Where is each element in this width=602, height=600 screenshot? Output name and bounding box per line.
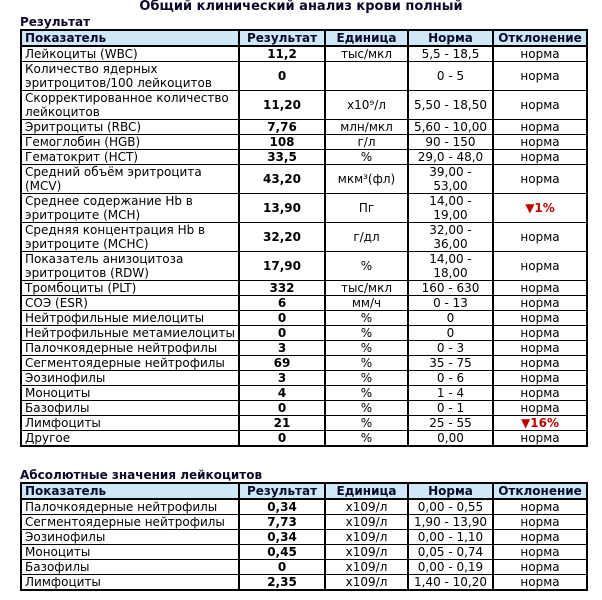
column-header-norm: Норма bbox=[408, 483, 493, 499]
cell-norm: 0 - 1 bbox=[408, 401, 493, 416]
cell-norm: 14,00 - 18,00 bbox=[408, 252, 493, 281]
cell-unit: % bbox=[325, 150, 408, 165]
cell-result: 332 bbox=[239, 281, 325, 296]
cell-norm: 32,00 - 36,00 bbox=[408, 223, 493, 252]
cell-name: Моноциты bbox=[21, 545, 239, 560]
cell-unit: х109/л bbox=[325, 560, 408, 575]
cell-norm: 5,50 - 18,50 bbox=[408, 91, 493, 120]
table-row bbox=[21, 296, 587, 311]
cell-result: 0 bbox=[239, 62, 325, 91]
cell-norm: 35 - 75 bbox=[408, 356, 493, 371]
cell-deviation: норма bbox=[493, 120, 587, 135]
column-header-deviation: Отклонение bbox=[493, 30, 587, 46]
cell-unit: % bbox=[325, 326, 408, 341]
cell-deviation: норма bbox=[493, 62, 587, 91]
cell-result: 32,20 bbox=[239, 223, 325, 252]
absolute-table-header bbox=[21, 483, 587, 499]
table-row bbox=[21, 341, 587, 356]
cell-deviation: норма bbox=[493, 311, 587, 326]
page-title: Общий клинический анализ крови полный bbox=[139, 0, 463, 14]
table-row bbox=[21, 356, 587, 371]
cell-deviation: норма bbox=[493, 281, 587, 296]
cell-unit: мкм³(фл) bbox=[325, 165, 408, 194]
cell-name: Палочкоядерные нейтрофилы bbox=[21, 499, 239, 515]
cell-deviation: норма bbox=[493, 545, 587, 560]
cell-name: Тромбоциты (PLT) bbox=[21, 281, 239, 296]
column-header-deviation: Отклонение bbox=[493, 483, 587, 499]
column-header-result: Результат bbox=[239, 483, 325, 499]
header-row bbox=[21, 483, 587, 499]
cell-result: 0 bbox=[239, 326, 325, 341]
cell-deviation: норма bbox=[493, 575, 587, 591]
cell-result: 0 bbox=[239, 560, 325, 575]
cell-name: Сегментоядерные нейтрофилы bbox=[21, 356, 239, 371]
column-header-result: Результат bbox=[239, 30, 325, 46]
cell-deviation: норма bbox=[493, 296, 587, 311]
cell-name: Эозинофилы bbox=[21, 530, 239, 545]
cell-deviation: ▼1% bbox=[493, 194, 587, 223]
cell-result: 0 bbox=[239, 311, 325, 326]
cell-deviation: норма bbox=[493, 252, 587, 281]
cell-name: Гематокрит (HCT) bbox=[21, 150, 239, 165]
cell-name: Моноциты bbox=[21, 386, 239, 401]
column-header-norm: Норма bbox=[408, 30, 493, 46]
cell-result: 17,90 bbox=[239, 252, 325, 281]
cell-name: Другое bbox=[21, 431, 239, 447]
cell-unit: % bbox=[325, 386, 408, 401]
cell-deviation: норма bbox=[493, 560, 587, 575]
cell-result: 0,34 bbox=[239, 530, 325, 545]
cell-deviation: норма bbox=[493, 371, 587, 386]
cell-norm: 0 bbox=[408, 311, 493, 326]
cell-name: Базофилы bbox=[21, 401, 239, 416]
cell-name: Средняя концентрация Hb в эритроците (MCHC) bbox=[21, 223, 239, 252]
table-row bbox=[21, 311, 587, 326]
cell-unit: мм/ч bbox=[325, 296, 408, 311]
table-row bbox=[21, 416, 587, 431]
cell-norm: 5,60 - 10,00 bbox=[408, 120, 493, 135]
cell-deviation: норма bbox=[493, 91, 587, 120]
cell-deviation: норма bbox=[493, 386, 587, 401]
cell-norm: 0,05 - 0,74 bbox=[408, 545, 493, 560]
cell-unit bbox=[325, 62, 408, 91]
cell-name: Лимфоциты bbox=[21, 416, 239, 431]
table-row bbox=[21, 560, 587, 575]
cell-deviation: норма bbox=[493, 356, 587, 371]
cell-norm: 1,90 - 13,90 bbox=[408, 515, 493, 530]
cell-norm: 39,00 - 53,00 bbox=[408, 165, 493, 194]
cell-result: 4 bbox=[239, 386, 325, 401]
cell-result: 2,35 bbox=[239, 575, 325, 591]
cell-deviation: норма bbox=[493, 150, 587, 165]
cell-result: 6 bbox=[239, 296, 325, 311]
cell-unit: х109/л bbox=[325, 545, 408, 560]
table-row bbox=[21, 150, 587, 165]
cell-name: Лейкоциты (WBC) bbox=[21, 46, 239, 62]
table-row bbox=[21, 431, 587, 447]
section-label-absolute-leukocytes: Абсолютные значения лейкоцитов bbox=[20, 468, 263, 482]
cell-deviation: норма bbox=[493, 401, 587, 416]
cell-norm: 1 - 4 bbox=[408, 386, 493, 401]
cell-unit: % bbox=[325, 341, 408, 356]
cell-deviation: норма bbox=[493, 341, 587, 356]
table-row bbox=[21, 165, 587, 194]
cell-unit: тыс/мкл bbox=[325, 281, 408, 296]
cell-result: 3 bbox=[239, 371, 325, 386]
cell-result: 0,45 bbox=[239, 545, 325, 560]
cell-unit: г/л bbox=[325, 135, 408, 150]
table-row bbox=[21, 575, 587, 591]
cell-norm: 0 - 3 bbox=[408, 341, 493, 356]
cell-deviation: норма bbox=[493, 326, 587, 341]
cell-result: 0 bbox=[239, 431, 325, 447]
table-row bbox=[21, 91, 587, 120]
cell-result: 11,2 bbox=[239, 46, 325, 62]
cell-unit: Пг bbox=[325, 194, 408, 223]
cell-unit: % bbox=[325, 371, 408, 386]
cell-result: 33,5 bbox=[239, 150, 325, 165]
cell-norm: 0,00 - 1,10 bbox=[408, 530, 493, 545]
cell-norm: 160 - 630 bbox=[408, 281, 493, 296]
cell-unit: % bbox=[325, 431, 408, 447]
cell-result: 0 bbox=[239, 401, 325, 416]
cell-result: 43,20 bbox=[239, 165, 325, 194]
cell-deviation: норма bbox=[493, 46, 587, 62]
cell-deviation: ▼16% bbox=[493, 416, 587, 431]
cell-unit: млн/мкл bbox=[325, 120, 408, 135]
cell-name: Сегментоядерные нейтрофилы bbox=[21, 515, 239, 530]
table-row bbox=[21, 223, 587, 252]
column-header-unit: Единица bbox=[325, 30, 408, 46]
cell-name: Лимфоциты bbox=[21, 575, 239, 591]
table-row bbox=[21, 326, 587, 341]
cell-unit: г/дл bbox=[325, 223, 408, 252]
cell-name: Показатель анизоцитоза эритроцитов (RDW) bbox=[21, 252, 239, 281]
results-table bbox=[20, 29, 588, 447]
header-row bbox=[21, 30, 587, 46]
cell-deviation: норма bbox=[493, 135, 587, 150]
cell-name: Нейтрофильные миелоциты bbox=[21, 311, 239, 326]
cell-result: 69 bbox=[239, 356, 325, 371]
cell-deviation: норма bbox=[493, 431, 587, 447]
table-row bbox=[21, 252, 587, 281]
cell-unit: х109/л bbox=[325, 530, 408, 545]
cell-result: 7,76 bbox=[239, 120, 325, 135]
cell-result: 21 bbox=[239, 416, 325, 431]
table-row bbox=[21, 386, 587, 401]
cell-norm: 0,00 - 0,19 bbox=[408, 560, 493, 575]
table-row bbox=[21, 530, 587, 545]
table-row bbox=[21, 401, 587, 416]
cell-norm: 1,40 - 10,20 bbox=[408, 575, 493, 591]
cell-unit: % bbox=[325, 416, 408, 431]
table-row bbox=[21, 120, 587, 135]
cell-result: 108 bbox=[239, 135, 325, 150]
absolute-table-body bbox=[21, 499, 587, 590]
table-row bbox=[21, 194, 587, 223]
table-row bbox=[21, 46, 587, 62]
cell-unit: х109/л bbox=[325, 575, 408, 591]
cell-name: Нейтрофильные метамиелоциты bbox=[21, 326, 239, 341]
cell-name: Эритроциты (RBC) bbox=[21, 120, 239, 135]
cell-norm: 0 - 6 bbox=[408, 371, 493, 386]
cell-norm: 0 bbox=[408, 326, 493, 341]
absolute-leukocytes-table bbox=[20, 482, 588, 591]
cell-unit: % bbox=[325, 252, 408, 281]
cell-unit: х10⁹/л bbox=[325, 91, 408, 120]
table-row bbox=[21, 371, 587, 386]
cell-unit: х109/л bbox=[325, 499, 408, 515]
cell-deviation: норма bbox=[493, 223, 587, 252]
results-table-body bbox=[21, 46, 587, 446]
cell-norm: 25 - 55 bbox=[408, 416, 493, 431]
column-header-indicator: Показатель bbox=[21, 483, 239, 499]
section-label-result: Результат bbox=[20, 15, 91, 29]
cell-norm: 0,00 bbox=[408, 431, 493, 447]
cell-deviation: норма bbox=[493, 499, 587, 515]
cell-name: Гемоглобин (HGB) bbox=[21, 135, 239, 150]
cell-deviation: норма bbox=[493, 165, 587, 194]
cell-name: Базофилы bbox=[21, 560, 239, 575]
table-row bbox=[21, 515, 587, 530]
table-row bbox=[21, 62, 587, 91]
cell-norm: 5,5 - 18,5 bbox=[408, 46, 493, 62]
cell-result: 7,73 bbox=[239, 515, 325, 530]
table-row bbox=[21, 135, 587, 150]
cell-result: 3 bbox=[239, 341, 325, 356]
cell-name: Количество ядерных эритроцитов/100 лейкоцитов bbox=[21, 62, 239, 91]
cell-unit: % bbox=[325, 401, 408, 416]
table-row bbox=[21, 545, 587, 560]
cell-norm: 0,00 - 0,55 bbox=[408, 499, 493, 515]
cell-norm: 0 - 13 bbox=[408, 296, 493, 311]
cell-norm: 14,00 - 19,00 bbox=[408, 194, 493, 223]
cell-result: 13,90 bbox=[239, 194, 325, 223]
cell-name: Средний объём эритроцита (MCV) bbox=[21, 165, 239, 194]
cell-deviation: норма bbox=[493, 530, 587, 545]
cell-result: 11,20 bbox=[239, 91, 325, 120]
cell-unit: х109/л bbox=[325, 515, 408, 530]
cell-norm: 29,0 - 48,0 bbox=[408, 150, 493, 165]
cell-unit: тыс/мкл bbox=[325, 46, 408, 62]
cell-name: Палочкоядерные нейтрофилы bbox=[21, 341, 239, 356]
cell-deviation: норма bbox=[493, 515, 587, 530]
column-header-unit: Единица bbox=[325, 483, 408, 499]
cell-unit: % bbox=[325, 356, 408, 371]
cell-name: Скорректированное количество лейкоцитов bbox=[21, 91, 239, 120]
table-row bbox=[21, 499, 587, 515]
cell-name: Среднее содержание Hb в эритроците (MCH) bbox=[21, 194, 239, 223]
column-header-indicator: Показатель bbox=[21, 30, 239, 46]
cell-norm: 90 - 150 bbox=[408, 135, 493, 150]
cell-result: 0,34 bbox=[239, 499, 325, 515]
cell-name: Эозинофилы bbox=[21, 371, 239, 386]
results-table-header bbox=[21, 30, 587, 46]
cell-name: СОЭ (ESR) bbox=[21, 296, 239, 311]
cell-unit: % bbox=[325, 311, 408, 326]
table-row bbox=[21, 281, 587, 296]
cell-norm: 0 - 5 bbox=[408, 62, 493, 91]
